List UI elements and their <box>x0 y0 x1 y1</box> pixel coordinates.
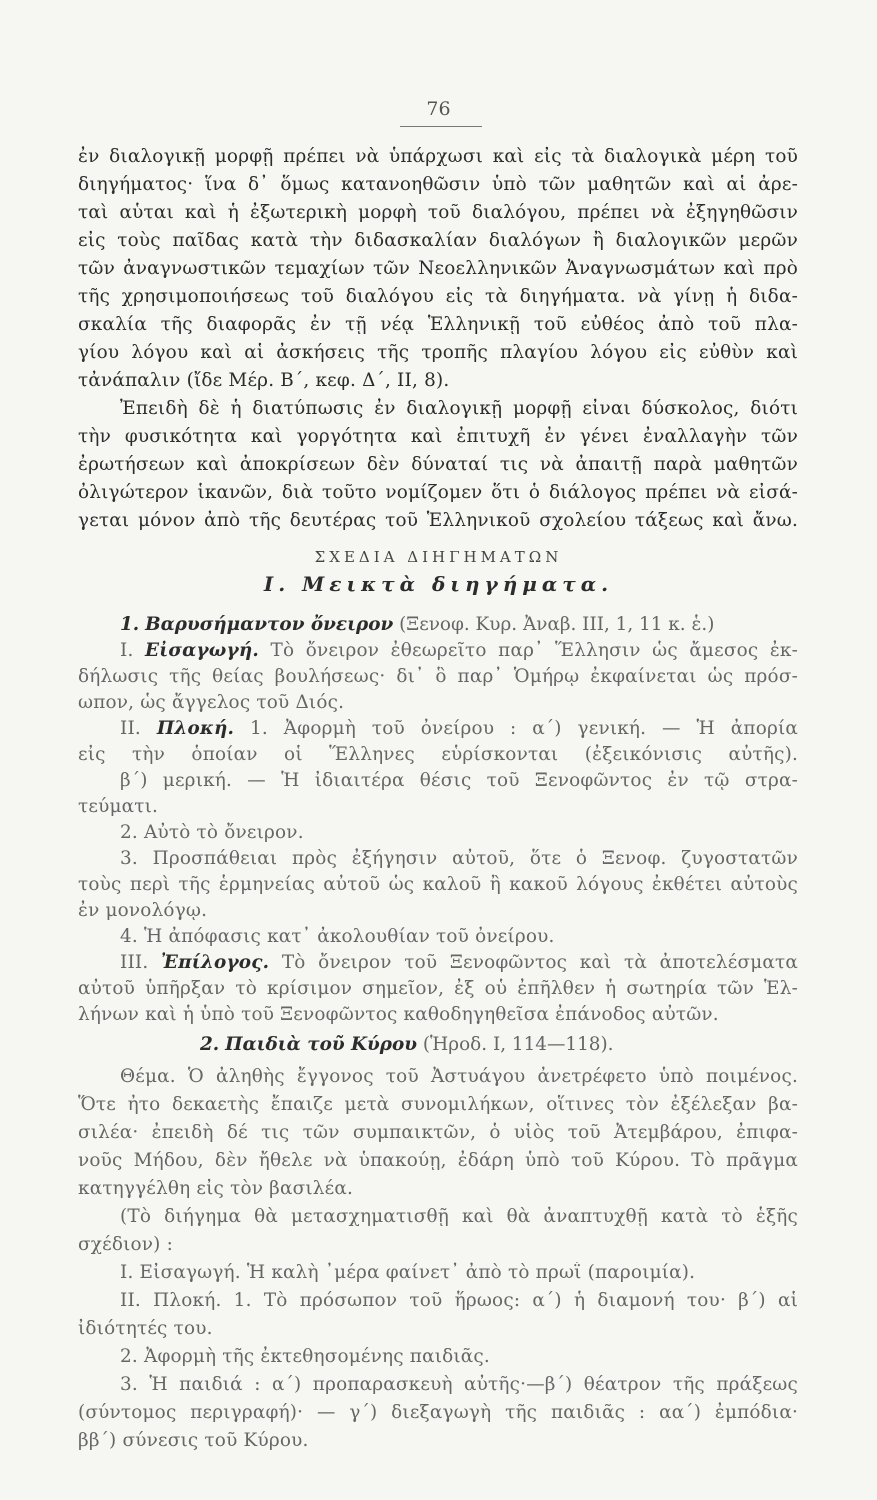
item-2-title: Παιδιὰ τοῦ Κύρου <box>225 1034 418 1055</box>
text-line: γεται μόνον ἀπὸ τῆς δευτέρας τοῦ Ἑλληνικοῦ σχολείου τάξεως καὶ ἄνω. <box>78 510 798 531</box>
text-line: (σύντομος περιγραφή)· — γ΄) διεξαγωγὴ τῆς παιδιᾶς : αα΄) ἐμπόδια· <box>78 1402 798 1423</box>
text-line: δήλωσις τῆς θείας βουλήσεως· δι᾽ ὃ παρ᾽ Ὁμήρῳ ἐκφαίνεται ὡς πρόσ- <box>78 666 798 687</box>
text-line: τοὺς περὶ τῆς ἑρμηνείας αὐτοῦ ὡς καλοῦ ἢ κακοῦ λόγους ἐκθέτει αὐτοὺς <box>78 874 798 895</box>
text-line: ἐν μονολόγῳ. <box>78 900 208 921</box>
text-line: 4. Ἡ ἀπόφασις κατ᾽ ἀκολουθίαν τοῦ ὀνείρου. <box>120 926 555 947</box>
item-1-header <box>120 614 800 636</box>
subsection-title: Ι. Μεικτὰ διηγήματα. <box>263 572 614 596</box>
text-line: κατηγγέλθη εἰς τὸν βασιλέα. <box>78 1178 354 1199</box>
text-line: σκαλία τῆς διαφορᾶς ἐν τῇ νέᾳ Ἑλληνικῇ τοῦ εὐθέος ἀπὸ τοῦ πλα- <box>78 314 798 335</box>
text-line: ὀλιγώτερον ἱκανῶν, διὰ τοῦτο νομίζομεν ὅτι ὁ διάλογος πρέπει νὰ εἰσά- <box>78 482 798 503</box>
item-1-reference: (Ξενοφ. Κυρ. Ἀναβ. ΙΙΙ, 1, 11 κ. ἑ.) <box>399 614 715 635</box>
page-number: 76 <box>426 98 451 120</box>
text-line: σιλέα· ἐπειδὴ δέ τις τῶν συμπαικτῶν, ὁ υἱὸς τοῦ Ἀτεμβάρου, ἐπιφα- <box>78 1122 798 1143</box>
item-2-number: 2. <box>200 1034 220 1055</box>
text-line: εἰς τοὺς παῖδας κατὰ τὴν διδασκαλίαν διαλόγων ἢ διαλογικῶν μερῶν <box>78 230 798 251</box>
text-line: Ι. Εἰσαγωγή. Ἡ καλὴ ᾽μέρα φαίνετ᾽ ἀπὸ τὸ πρωΐ (παροιμία). <box>120 1262 696 1283</box>
text-line: σχέδιον) : <box>78 1234 173 1255</box>
text-line: β΄) μερική. — Ἡ ἰδιαιτέρα θέσις τοῦ Ξενοφῶντος ἐν τῷ στρα- <box>120 770 798 791</box>
text-line: αὐτοῦ ὑπῆρξαν τὸ κρίσιμον σημεῖον, ἐξ οὗ ἐπῆλθεν ἡ σωτηρία τῶν Ἑλ- <box>78 978 798 999</box>
text-line: 3. Προσπάθειαι πρὸς ἐξήγησιν αὐτοῦ, ὅτε ὁ Ξενοφ. ζυγοστατῶν <box>120 848 798 869</box>
item-2-header <box>200 1034 877 1056</box>
text-line: τῶν ἀναγνωστικῶν τεμαχίων τῶν Νεοελληνικῶν Ἀναγνωσμάτων καὶ πρὸ <box>78 258 798 279</box>
text-line: γίου λόγου καὶ αἱ ἀσκήσεις τῆς τροπῆς πλαγίου λόγου εἰς εὐθὺν καὶ <box>78 342 798 363</box>
text-line: ταὶ αὗται καὶ ἡ ἐξωτερικὴ μορφὴ τοῦ διαλόγου, πρέπει νὰ ἐξηγηθῶσιν <box>78 202 798 223</box>
text-line: ωπον, ὡς ἄγγελος τοῦ Διός. <box>78 692 345 713</box>
text-line: ββ΄) σύνεσις τοῦ Κύρου. <box>78 1430 309 1451</box>
text-line: λήνων καὶ ἡ ὑπὸ τοῦ Ξενοφῶντος καθοδηγηθεῖσα ἐπάνοδος αὐτῶν. <box>78 1004 719 1025</box>
text-line: (Τὸ διήγημα θὰ μετασχηματισθῇ καὶ θὰ ἀναπτυχθῇ κατὰ τὸ ἑξῆς <box>120 1206 798 1227</box>
text-line: τἀνάπαλιν (ἴδε Μέρ. Β΄, κεφ. Δ΄, ΙΙ, 8). <box>78 370 450 391</box>
text-line: τῆς χρησιμοποιήσεως τοῦ διαλόγου εἰς τὰ διηγήματα. νὰ γίνῃ ἡ διδα- <box>78 286 798 307</box>
item-1-title: Βαρυσήμαντον ὄνειρον <box>145 614 394 635</box>
text-line: Ὅτε ἦτο δεκαετὴς ἔπαιζε μετὰ συνομιλήκων, οἵτινες τὸν ἐξέλεξαν βα- <box>78 1094 798 1115</box>
text-line: ἐρωτήσεων καὶ ἀποκρίσεων δὲν δύναταί τις νὰ ἀπαιτῇ παρὰ μαθητῶν <box>78 454 798 475</box>
text-line: Ἐπειδὴ δὲ ἡ διατύπωσις ἐν διαλογικῇ μορφῇ εἶναι δύσκολος, διότι <box>120 398 798 419</box>
page-number-rule <box>400 126 482 127</box>
item-2-reference: (Ἡροδ. Ι, 114—118). <box>422 1034 614 1055</box>
text-line: διηγήματος· ἵνα δ᾽ ὅμως κατανοηθῶσιν ὑπὸ τῶν μαθητῶν καὶ αἱ ἀρε- <box>78 174 798 195</box>
text-line: ΙΙ. Πλοκή. 1. Ἀφορμὴ τοῦ ὀνείρου : α΄) γενική. — Ἡ ἀπορία <box>120 718 798 739</box>
text-line: ἐν διαλογικῇ μορφῇ πρέπει νὰ ὑπάρχωσι καὶ εἰς τὰ διαλογικὰ μέρη τοῦ <box>78 146 798 167</box>
text-line: 2. Αὐτὸ τὸ ὄνειρον. <box>120 822 304 843</box>
text-line: τεύματι. <box>78 796 159 817</box>
section-title: ΣΧΕΔΙΑ ΔΙΗΓΗΜΑΤΩΝ <box>314 548 563 566</box>
text-line: 2. Ἀφορμὴ τῆς ἐκτεθησομένης παιδιᾶς. <box>120 1346 490 1367</box>
item-1-number: 1. <box>120 614 140 635</box>
text-line: ἰδιότητές του. <box>78 1318 213 1339</box>
text-line: τὴν φυσικότητα καὶ γοργότητα καὶ ἐπιτυχῆ ἐν γένει ἐναλλαγὴν τῶν <box>78 426 798 447</box>
text-line: νοῦς Μήδου, δὲν ἤθελε νὰ ὑπακούῃ, ἐδάρη ὑπὸ τοῦ Κύρου. Τὸ πρᾶγμα <box>78 1150 798 1171</box>
text-line: Θέμα. Ὁ ἀληθὴς ἔγγονος τοῦ Ἀστυάγου ἀνετρέφετο ὑπὸ ποιμένος. <box>120 1066 798 1087</box>
text-line: Ι. Εἰσαγωγή. Τὸ ὄνειρον ἐθεωρεῖτο παρ᾽ Ἕλλησιν ὡς ἄμεσος ἐκ- <box>120 640 798 661</box>
text-line: ΙΙ. Πλοκή. 1. Τὸ πρόσωπον τοῦ ἥρωος: α΄) ἡ διαμονή του· β΄) αἱ <box>120 1290 798 1311</box>
text-line: 3. Ἡ παιδιά : α΄) προπαρασκευὴ αὐτῆς·—β΄) θέατρον τῆς πράξεως <box>120 1374 798 1395</box>
text-line: ΙΙΙ. Ἐπίλογος. Τὸ ὄνειρον τοῦ Ξενοφῶντος καὶ τὰ ἀποτελέσματα <box>120 952 798 973</box>
text-line: εἰς τὴν ὁποίαν οἱ Ἕλληνες εὑρίσκονται (ἐξεικόνισις αὐτῆς). <box>78 744 798 765</box>
